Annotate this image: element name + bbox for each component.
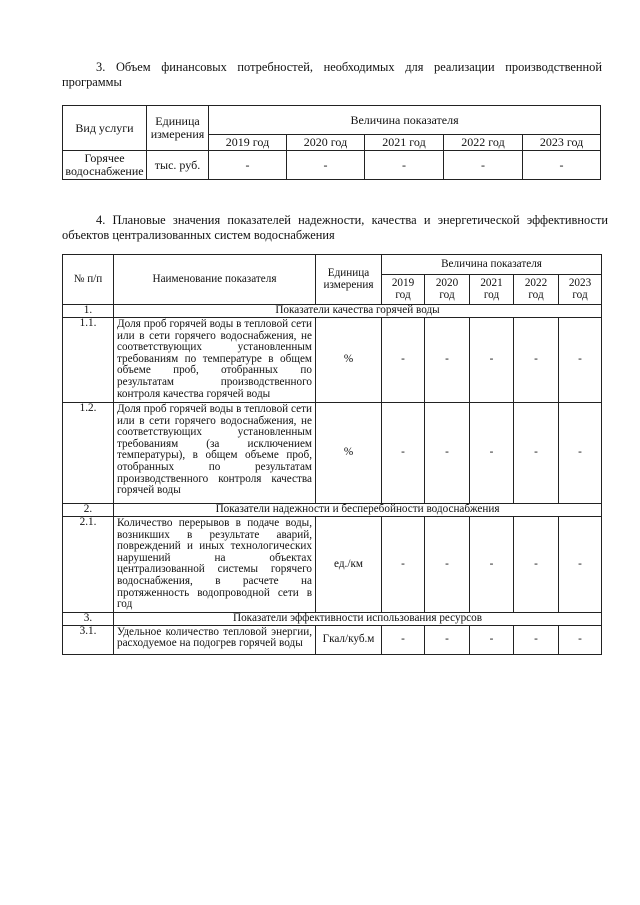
indicator-name: Доля проб горячей воды в тепловой сети или в сети горячего водоснабжения, не соответствующих установленным требованиям (за исключением температуры), в общем объеме проб, отобранных по результатам производственного контроля качества горячей воды bbox=[114, 403, 316, 504]
indicator-name: Доля проб горячей воды в тепловой сети или в сети горячего водоснабжения, не соответствующих установленным требованиям по температуре в общем объеме проб, отобранных по результатам производственного контроля качества горячей воды bbox=[114, 318, 316, 403]
value-cell: - bbox=[382, 318, 425, 403]
unit-cell: Гкал/куб.м bbox=[316, 625, 382, 654]
year-header: 2021 год bbox=[365, 135, 444, 151]
indicator-name: Удельное количество тепловой энергии, расходуемое на подогрев горячей воды bbox=[114, 625, 316, 654]
year-header: 2022 год bbox=[444, 135, 523, 151]
col-header-value: Величина показателя bbox=[382, 255, 602, 275]
year-header: 2020 год bbox=[287, 135, 365, 151]
value-cell: - bbox=[514, 625, 559, 654]
indicator-name: Количество перерывов в подаче воды, возникших в результате аварий, повреждений и иных технологических нарушений на объектах централизованной системы горячего водоснабжения, в расчете на протяженность водопроводной сети в год bbox=[114, 517, 316, 613]
value-cell: - bbox=[382, 625, 425, 654]
unit-cell: % bbox=[316, 318, 382, 403]
unit-cell: ед./км bbox=[316, 517, 382, 613]
service-cell: Горячее водоснабжение bbox=[63, 151, 147, 180]
value-cell: - bbox=[382, 517, 425, 613]
value-cell: - bbox=[470, 318, 514, 403]
year-header: 2023 год bbox=[523, 135, 601, 151]
section-3-heading: 3. Объем финансовых потребностей, необходимых для реализации производственной программы bbox=[62, 60, 602, 89]
value-cell: - bbox=[514, 517, 559, 613]
year-header: 2019 год bbox=[209, 135, 287, 151]
group-title: Показатели качества горячей воды bbox=[114, 305, 602, 318]
year-header: 2021 год bbox=[470, 275, 514, 305]
year-header: 2022 год bbox=[514, 275, 559, 305]
financial-needs-table bbox=[62, 105, 601, 180]
value-cell: - bbox=[425, 625, 470, 654]
year-header: 2019 год bbox=[382, 275, 425, 305]
row-number: 3.1. bbox=[63, 625, 114, 654]
year-header: 2023 год bbox=[559, 275, 602, 305]
col-header-unit: Единица измерения bbox=[316, 255, 382, 305]
value-cell: - bbox=[523, 151, 601, 180]
section-4-heading: 4. Плановые значения показателей надежности, качества и энергетической эффективности объектов централизованных систем водоснабжения bbox=[62, 213, 608, 242]
value-cell: - bbox=[470, 517, 514, 613]
value-cell: - bbox=[444, 151, 523, 180]
indicators-table bbox=[62, 254, 602, 655]
col-header-name: Наименование показателя bbox=[114, 255, 316, 305]
col-header-value: Величина показателя bbox=[209, 106, 601, 135]
col-header-unit: Единица измерения bbox=[147, 106, 209, 151]
value-cell: - bbox=[470, 625, 514, 654]
group-number: 3. bbox=[63, 612, 114, 625]
unit-cell: тыс. руб. bbox=[147, 151, 209, 180]
value-cell: - bbox=[559, 517, 602, 613]
value-cell: - bbox=[209, 151, 287, 180]
value-cell: - bbox=[365, 151, 444, 180]
value-cell: - bbox=[470, 403, 514, 504]
value-cell: - bbox=[287, 151, 365, 180]
value-cell: - bbox=[425, 517, 470, 613]
value-cell: - bbox=[514, 318, 559, 403]
col-header-service: Вид услуги bbox=[63, 106, 147, 151]
group-number: 2. bbox=[63, 504, 114, 517]
col-header-num: № п/п bbox=[63, 255, 114, 305]
value-cell: - bbox=[559, 403, 602, 504]
value-cell: - bbox=[382, 403, 425, 504]
group-title: Показатели эффективности использования ресурсов bbox=[114, 612, 602, 625]
value-cell: - bbox=[559, 625, 602, 654]
row-number: 2.1. bbox=[63, 517, 114, 613]
value-cell: - bbox=[514, 403, 559, 504]
group-title: Показатели надежности и бесперебойности водоснабжения bbox=[114, 504, 602, 517]
value-cell: - bbox=[425, 318, 470, 403]
row-number: 1.1. bbox=[63, 318, 114, 403]
row-number: 1.2. bbox=[63, 403, 114, 504]
group-number: 1. bbox=[63, 305, 114, 318]
year-header: 2020 год bbox=[425, 275, 470, 305]
value-cell: - bbox=[559, 318, 602, 403]
value-cell: - bbox=[425, 403, 470, 504]
unit-cell: % bbox=[316, 403, 382, 504]
